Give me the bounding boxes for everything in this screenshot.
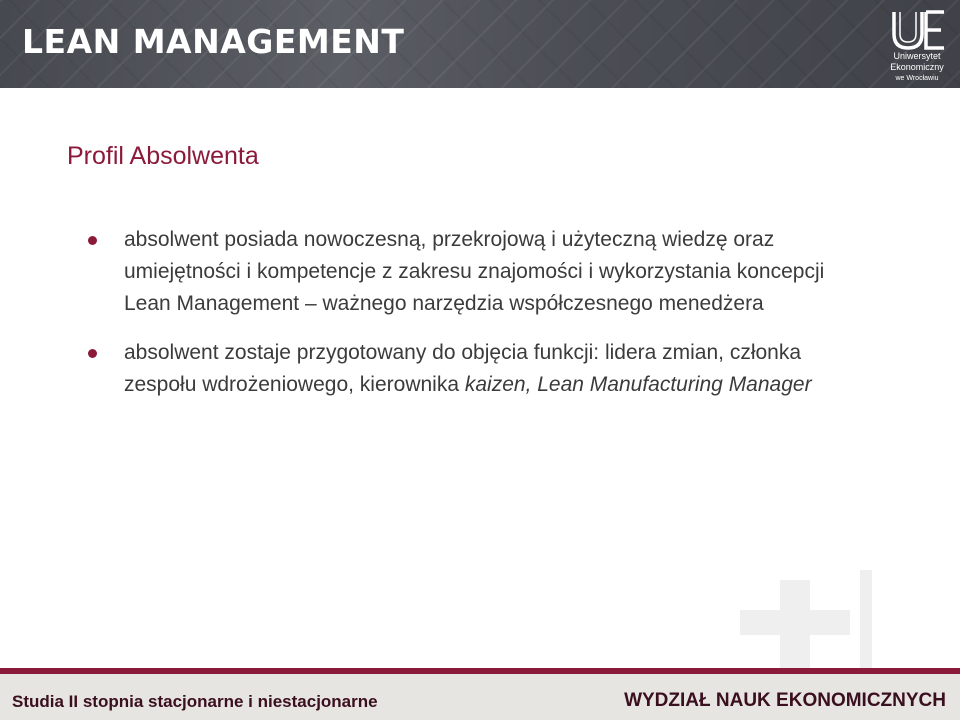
logo-line-2: Ekonomiczny [890,62,944,72]
background-cross-icon [700,540,940,670]
bullet-text-italic: kaizen, Lean Manufacturing Manager [464,373,812,396]
bullet-item [88,224,848,320]
logo-text [878,51,956,84]
bullet-text: absolwent posiada nowoczesną, przekrojową i użyteczną wiedzę oraz umiejętności i kompetencje z zakresu znajomości i wykorzystania koncepcji Lean Management – ważnego narzędzia współczesnego menedżera [124,228,825,315]
slide-header [0,0,960,88]
footer-study-mode: Studia II stopnia stacjonarne i niestacjonarne [12,692,378,711]
bullet-list [88,224,848,418]
slide-footer [0,674,960,720]
bullet-item [88,337,848,401]
section-title: Profil Absolwenta [67,142,259,170]
bullet-dot-icon [88,349,97,358]
bullet-text: absolwent zostaje przygotowany do objęcia funkcji: lidera zmian, członka zespołu wdrożeniowego, kierownika [124,341,802,396]
bullet-dot-icon [88,236,97,245]
logo-line-1: Uniwersytet [893,51,941,61]
footer-faculty: WYDZIAŁ NAUK EKONOMICZNYCH [624,690,946,711]
header-title: LEAN MANAGEMENT [22,22,405,61]
logo-line-3: we Wrocławiu [895,75,939,82]
